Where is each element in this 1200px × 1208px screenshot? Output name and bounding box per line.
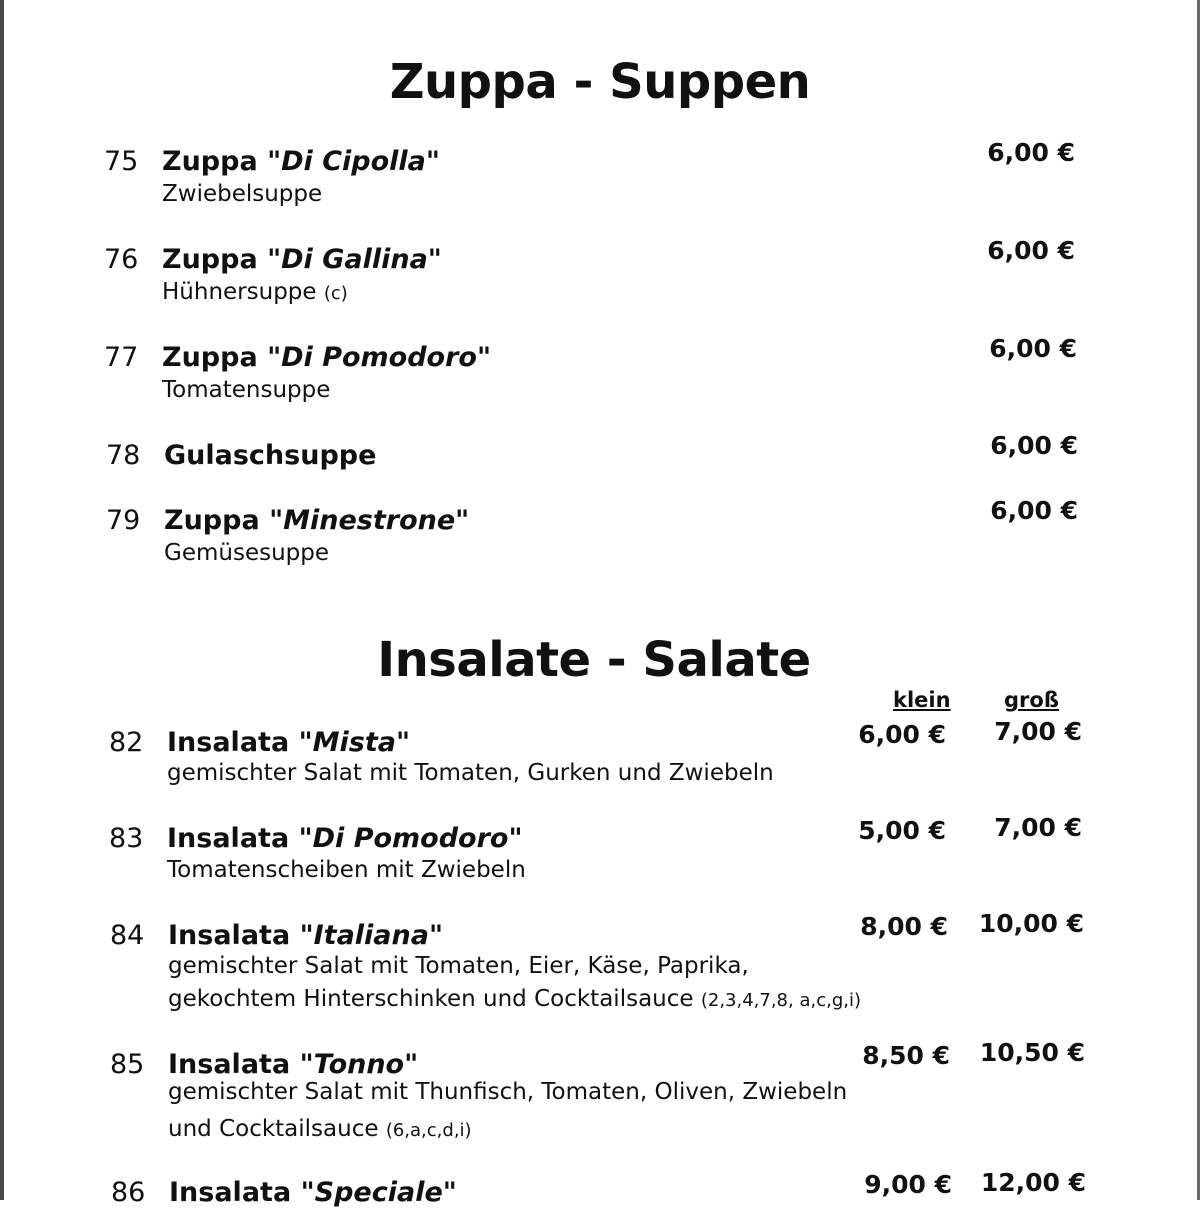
- item-number: 83: [109, 823, 144, 854]
- item-name: Insalata "Speciale": [169, 1177, 457, 1208]
- column-header-large: groß: [1004, 688, 1059, 712]
- item-description: gemischter Salat mit Tomaten, Gurken und Zwiebeln: [167, 760, 774, 786]
- item-description: Tomatensuppe: [162, 377, 331, 403]
- item-name: Insalata "Di Pomodoro": [167, 823, 523, 854]
- item-name: Zuppa "Di Pomodoro": [162, 342, 492, 373]
- item-name: Gulaschsuppe: [164, 440, 377, 471]
- allergen-codes: (6,a,c,d,i): [385, 1120, 472, 1141]
- item-number: 76: [104, 244, 139, 275]
- item-description: Zwiebelsuppe: [162, 181, 323, 207]
- item-price-75: 6,00 €: [987, 138, 1075, 167]
- item-name: Zuppa "Di Cipolla": [162, 146, 440, 177]
- column-header-small: klein: [893, 688, 951, 712]
- item-price-small-86: 9,00 €: [864, 1170, 952, 1199]
- item-price-large-85: 10,50 €: [979, 1038, 1085, 1067]
- item-price-large-83: 7,00 €: [994, 813, 1082, 842]
- item-number: 79: [106, 505, 141, 536]
- item-number: 84: [110, 920, 145, 951]
- item-description: gemischter Salat mit Tomaten, Eier, Käse, Paprika,: [168, 953, 749, 979]
- item-price-small-84: 8,00 €: [860, 912, 948, 941]
- item-price-large-84: 10,00 €: [978, 909, 1084, 938]
- item-price-76: 6,00 €: [987, 236, 1075, 265]
- item-number: 86: [111, 1177, 146, 1208]
- item-price-large-86: 12,00 €: [980, 1168, 1086, 1197]
- item-number: 75: [104, 146, 139, 177]
- item-number: 77: [104, 342, 139, 373]
- item-price-small-82: 6,00 €: [858, 720, 946, 749]
- item-price-small-83: 5,00 €: [858, 816, 946, 845]
- item-description: Gemüsesuppe: [164, 540, 329, 566]
- item-name: Insalata "Italiana": [168, 920, 444, 951]
- item-number: 78: [106, 440, 141, 471]
- item-number: 85: [110, 1049, 145, 1080]
- item-name: Insalata "Tonno": [168, 1049, 419, 1080]
- allergen-codes: (2,3,4,7,8, a,c,g,i): [700, 990, 861, 1011]
- item-number: 82: [109, 727, 144, 758]
- item-description: gemischter Salat mit Thunfisch, Tomaten, Oliven, Zwiebeln: [168, 1079, 848, 1105]
- item-price-77: 6,00 €: [989, 334, 1077, 363]
- item-name: Zuppa "Minestrone": [164, 505, 470, 536]
- item-description-line-2: gekochtem Hinterschinken und Cocktailsauce (2,3,4,7,8, a,c,g,i): [168, 986, 861, 1012]
- item-price-78: 6,00 €: [990, 431, 1078, 460]
- page-edge-left: [0, 0, 4, 1200]
- item-name: Zuppa "Di Gallina": [162, 244, 442, 275]
- item-price-large-82: 7,00 €: [994, 717, 1082, 746]
- soups-section-title: Zuppa - Suppen: [389, 54, 811, 110]
- item-price-small-85: 8,50 €: [862, 1041, 950, 1070]
- item-description-line-2: und Cocktailsauce (6,a,c,d,i): [168, 1116, 472, 1142]
- item-description: Tomatenscheiben mit Zwiebeln: [167, 857, 526, 883]
- allergen-codes: (c): [323, 283, 348, 304]
- item-name: Insalata "Mista": [167, 727, 411, 758]
- item-description: Hühnersuppe (c): [162, 279, 348, 305]
- item-price-79: 6,00 €: [990, 496, 1078, 525]
- salads-section-title: Insalate - Salate: [377, 632, 811, 688]
